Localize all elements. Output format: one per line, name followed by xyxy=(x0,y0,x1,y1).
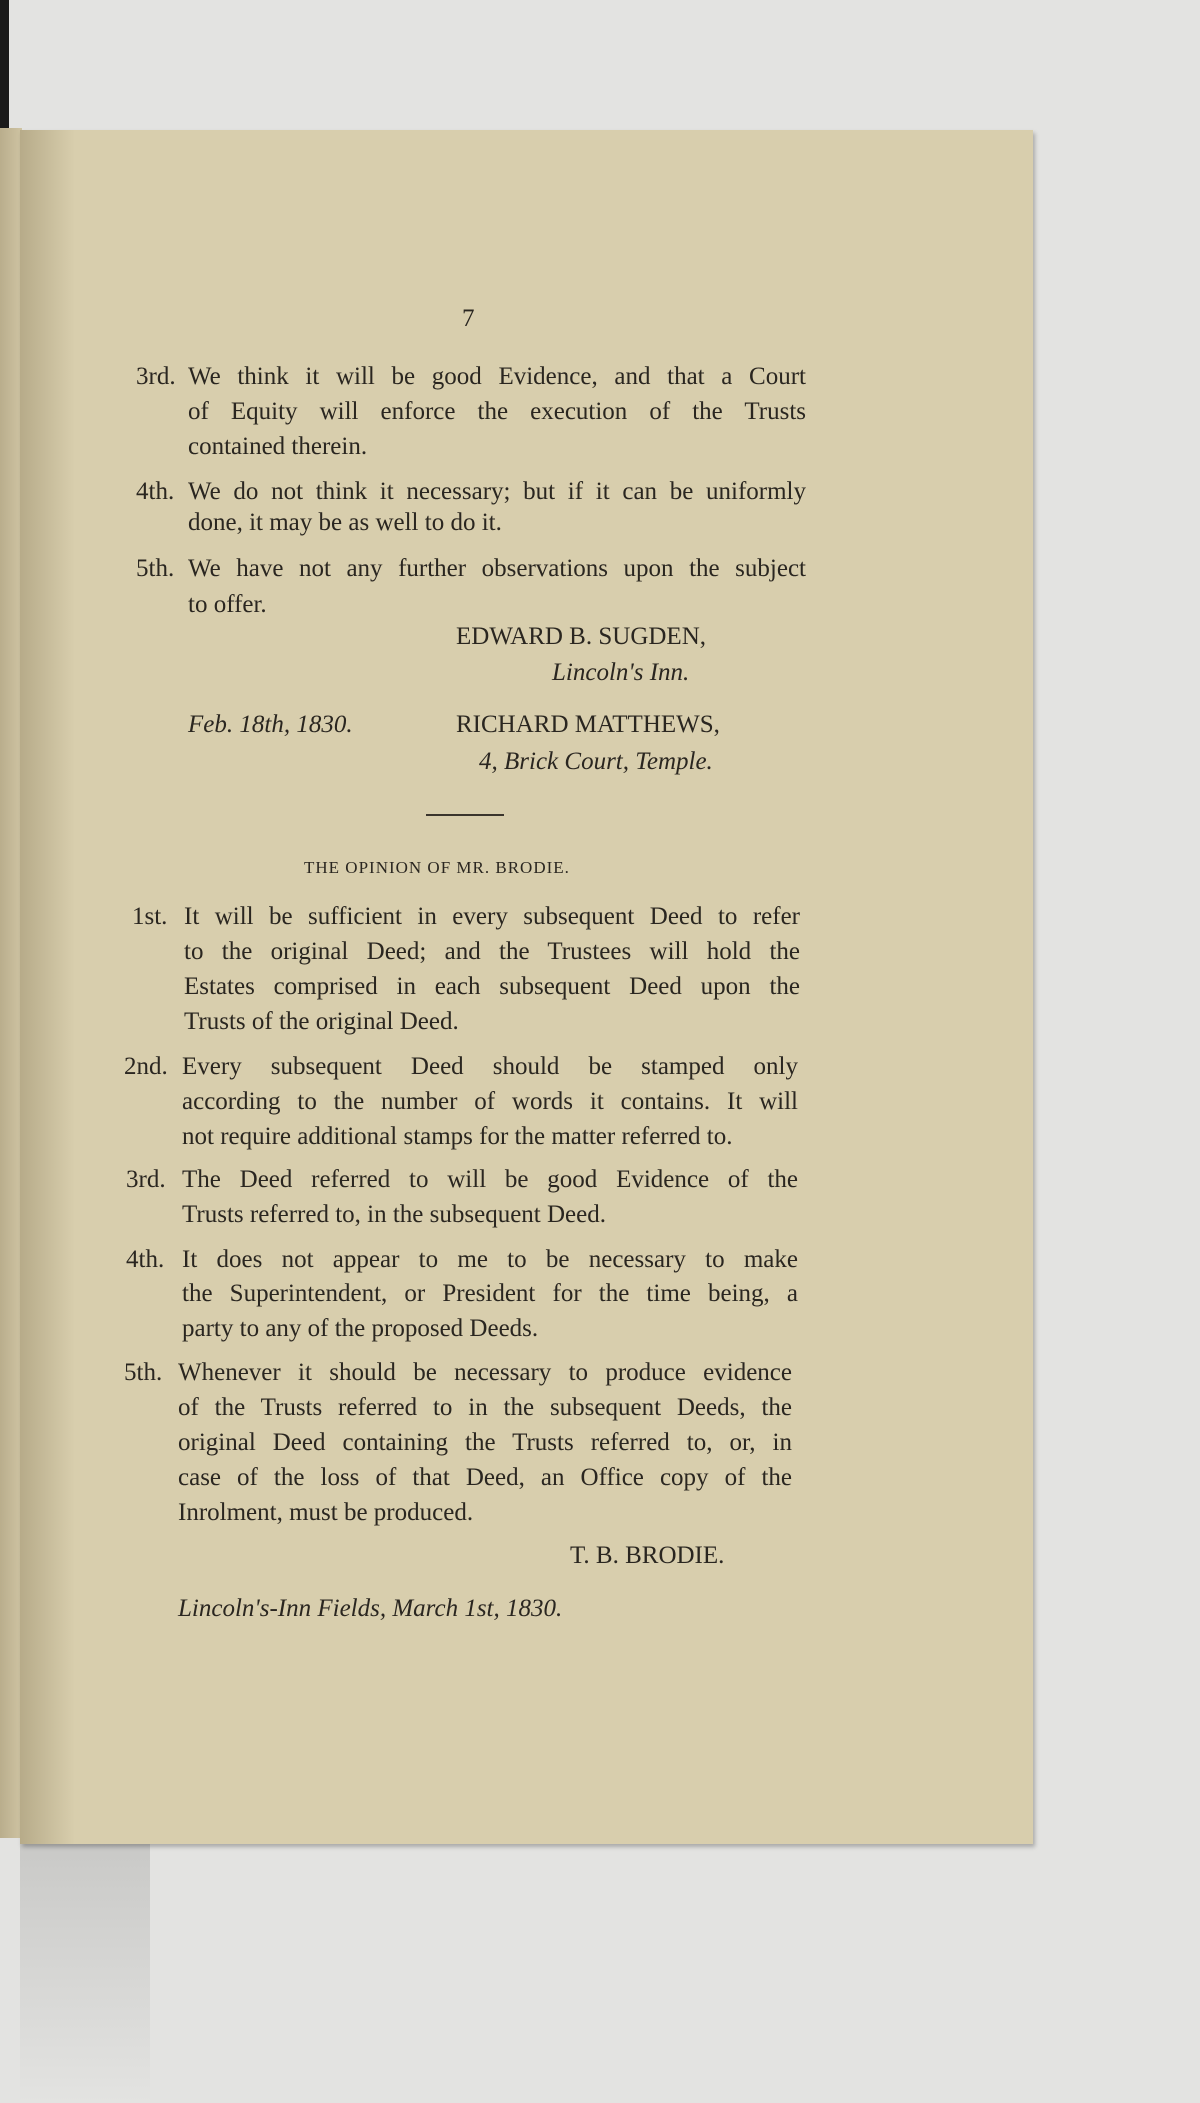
item-text-line: The Deed referred to will be good Evidence of the xyxy=(182,1166,798,1193)
item-text-line: It does not appear to me to be necessary to make xyxy=(182,1246,798,1273)
item-text-line: party to any of the proposed Deeds. xyxy=(182,1315,539,1342)
item-text-line: Trusts referred to, in the subsequent Deed. xyxy=(182,1201,606,1228)
item-text-line: according to the number of words it contains. It will xyxy=(182,1088,798,1115)
item-text-line: We think it will be good Evidence, and that a Court xyxy=(188,363,806,390)
signatory-name-matthews: RICHARD MATTHEWS, xyxy=(456,711,720,738)
item-text-line: not require additional stamps for the matter referred to. xyxy=(182,1123,733,1150)
section-divider xyxy=(426,814,504,816)
item-text-line: It will be sufficient in every subsequent Deed to refer xyxy=(184,903,800,930)
item-label: 3rd. xyxy=(136,363,176,390)
item-text-line: Every subsequent Deed should be stamped only xyxy=(182,1053,798,1080)
opinion-date: Feb. 18th, 1830. xyxy=(188,711,353,738)
signatory-name-sugden: EDWARD B. SUGDEN, xyxy=(456,623,706,650)
item-text-line: Trusts of the original Deed. xyxy=(184,1008,459,1035)
item-text-line: Inrolment, must be produced. xyxy=(178,1499,474,1526)
item-label: 4th. xyxy=(136,478,175,505)
signatory-address-sugden: Lincoln's Inn. xyxy=(552,659,690,686)
item-text-line: done, it may be as well to do it. xyxy=(188,509,502,536)
scan-edge xyxy=(0,0,9,130)
item-text-line: to the original Deed; and the Trustees will hold the xyxy=(184,938,800,965)
signatory-address-matthews: 4, Brick Court, Temple. xyxy=(479,748,713,775)
signatory-brodie: T. B. BRODIE. xyxy=(570,1542,725,1569)
page-gutter-shadow xyxy=(20,130,75,1844)
item-text-line: to offer. xyxy=(188,591,267,618)
item-text-line: of Equity will enforce the execution of the Trusts xyxy=(188,398,806,425)
item-text-line: Whenever it should be necessary to produce evidence xyxy=(178,1359,792,1386)
item-text-line: We do not think it necessary; but if it can be uniformly xyxy=(188,478,806,505)
item-text-line: Estates comprised in each subsequent Deed upon the xyxy=(184,973,800,1000)
place-date: Lincoln's-Inn Fields, March 1st, 1830. xyxy=(178,1595,563,1622)
page-number: 7 xyxy=(462,305,475,332)
item-text-line: of the Trusts referred to in the subsequent Deeds, the xyxy=(178,1394,792,1421)
item-text-line: original Deed containing the Trusts referred to, or, in xyxy=(178,1429,792,1456)
section-heading: THE OPINION OF MR. BRODIE. xyxy=(304,858,570,877)
item-label: 5th. xyxy=(124,1359,163,1386)
item-label: 3rd. xyxy=(126,1166,166,1193)
item-label: 2nd. xyxy=(124,1053,168,1080)
facing-page-edge xyxy=(0,128,22,1838)
item-label: 4th. xyxy=(126,1246,165,1273)
item-text-line: the Superintendent, or President for the time being, a xyxy=(182,1280,798,1307)
item-text-line: case of the loss of that Deed, an Office copy of the xyxy=(178,1464,792,1491)
item-text-line: contained therein. xyxy=(188,433,368,460)
item-label: 1st. xyxy=(132,903,168,930)
item-label: 5th. xyxy=(136,555,175,582)
page-shadow xyxy=(20,1844,150,2103)
item-text-line: We have not any further observations upon the subject xyxy=(188,555,806,582)
